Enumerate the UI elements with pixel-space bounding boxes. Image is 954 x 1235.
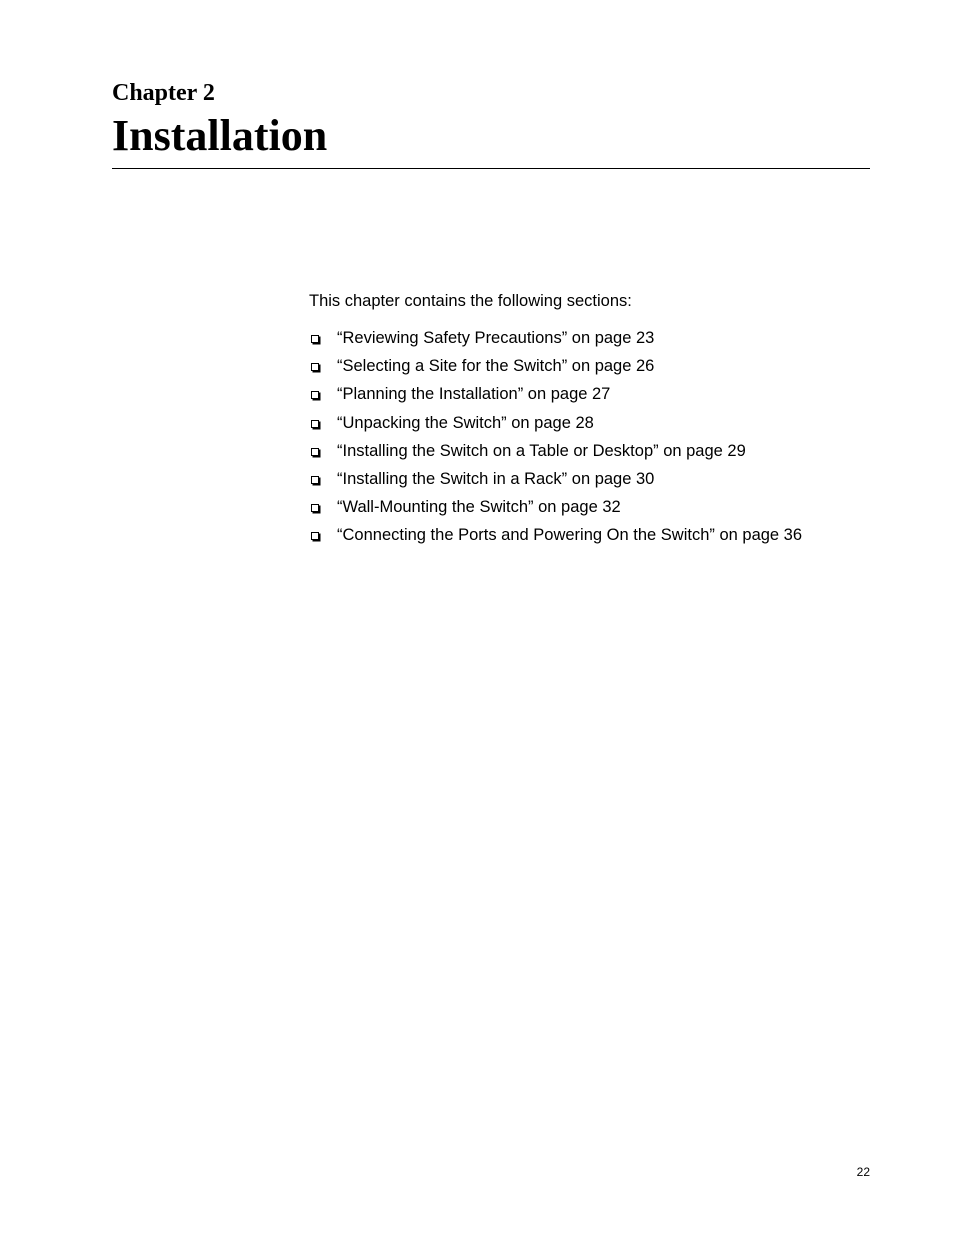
section-list-item[interactable] <box>309 440 802 468</box>
page-number: 22 <box>856 1165 870 1179</box>
chapter-label: Chapter 2 <box>112 80 215 106</box>
section-link[interactable]: “Installing the Switch in a Rack” on page 30 <box>337 469 655 488</box>
section-link[interactable]: “Wall-Mounting the Switch” on page 32 <box>337 498 621 517</box>
checkbox-bullet-icon <box>309 383 337 405</box>
checkbox-bullet-icon <box>309 355 337 377</box>
section-link[interactable]: “Reviewing Safety Precautions” on page 23 <box>337 329 655 347</box>
section-list-item[interactable] <box>309 468 802 496</box>
section-list-item[interactable] <box>309 355 802 383</box>
checkbox-bullet-icon <box>309 327 337 349</box>
section-list-item[interactable] <box>309 383 802 411</box>
section-list-item[interactable] <box>309 496 802 524</box>
section-link[interactable]: “Connecting the Ports and Powering On the Switch” on page 36 <box>337 526 803 545</box>
checkbox-bullet-icon <box>309 524 337 546</box>
title-divider <box>112 168 870 169</box>
section-link[interactable]: “Unpacking the Switch” on page 28 <box>337 413 594 432</box>
checkbox-bullet-icon <box>309 496 337 518</box>
intro-text: This chapter contains the following sections: <box>309 292 632 310</box>
chapter-title: Installation <box>112 111 328 160</box>
section-list-item[interactable] <box>309 327 802 355</box>
section-link[interactable]: “Installing the Switch on a Table or Desktop” on page 29 <box>337 441 746 460</box>
section-list <box>309 327 802 553</box>
checkbox-bullet-icon <box>309 412 337 434</box>
section-list-item[interactable] <box>309 412 802 440</box>
section-link[interactable]: “Planning the Installation” on page 27 <box>337 385 611 404</box>
checkbox-bullet-icon <box>309 440 337 462</box>
section-list-item[interactable] <box>309 524 802 552</box>
checkbox-bullet-icon <box>309 468 337 490</box>
section-link[interactable]: “Selecting a Site for the Switch” on page 26 <box>337 357 655 376</box>
